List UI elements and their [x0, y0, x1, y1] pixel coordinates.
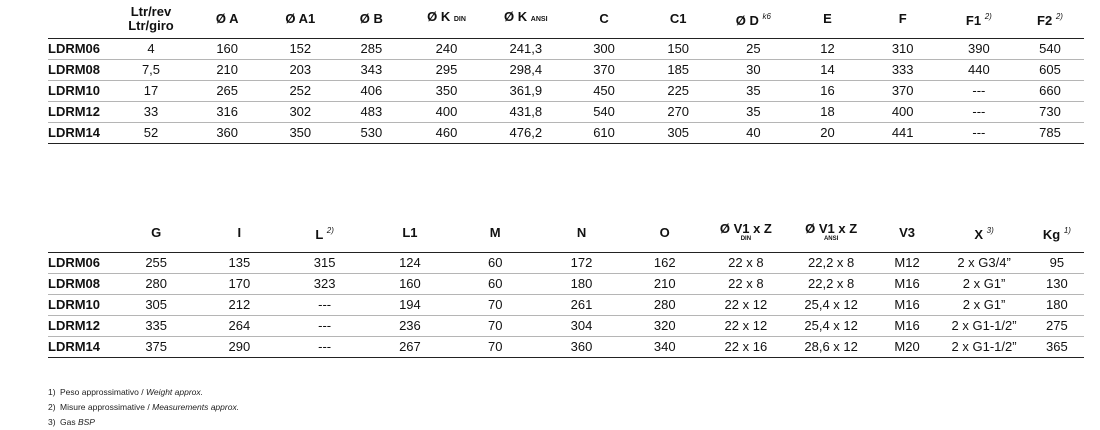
- value-cell: 22 x 16: [705, 336, 786, 357]
- value-cell: ---: [281, 315, 368, 336]
- footnotes: [48, 385, 239, 430]
- value-cell: 22,2 x 8: [786, 273, 875, 294]
- value-cell: 2 x G1”: [938, 294, 1030, 315]
- value-cell: ---: [942, 122, 1016, 143]
- value-cell: 315: [281, 252, 368, 273]
- model-name-cell: LDRM12: [48, 101, 114, 122]
- value-cell: 265: [188, 80, 266, 101]
- value-cell: 441: [864, 122, 942, 143]
- table-row: [48, 336, 1084, 357]
- value-cell: 365: [1030, 336, 1084, 357]
- value-cell: 35: [715, 80, 791, 101]
- value-cell: 298,4: [485, 59, 567, 80]
- value-cell: 255: [115, 252, 198, 273]
- value-cell: 14: [791, 59, 863, 80]
- value-cell: 540: [1016, 38, 1084, 59]
- table-1-header-row: [48, 0, 1084, 38]
- column-header-label: F1: [965, 12, 982, 28]
- model-name-cell: LDRM06: [48, 252, 115, 273]
- value-cell: 2 x G1-1/2”: [938, 315, 1030, 336]
- value-cell: 350: [266, 122, 334, 143]
- value-cell: 730: [1016, 101, 1084, 122]
- column-header: [368, 214, 451, 252]
- value-cell: M16: [876, 273, 938, 294]
- value-cell: 605: [1016, 59, 1084, 80]
- value-cell: 212: [198, 294, 281, 315]
- value-cell: 194: [368, 294, 451, 315]
- value-cell: 450: [567, 80, 641, 101]
- column-header-footnote: 2): [1055, 11, 1063, 21]
- value-cell: 210: [624, 273, 705, 294]
- column-header-label: V3: [899, 224, 916, 240]
- value-cell: 4: [114, 38, 188, 59]
- column-header: [188, 0, 266, 38]
- model-name-cell: LDRM08: [48, 59, 114, 80]
- column-header-label: G: [151, 224, 162, 240]
- model-name-cell: LDRM14: [48, 122, 114, 143]
- value-cell: 180: [539, 273, 624, 294]
- value-cell: 267: [368, 336, 451, 357]
- column-header: [705, 214, 786, 252]
- value-cell: 350: [408, 80, 484, 101]
- footnote: 3) Gas BSP: [48, 417, 95, 427]
- value-cell: 22,2 x 8: [786, 252, 875, 273]
- column-header-label: Ø B: [359, 10, 383, 26]
- value-cell: 390: [942, 38, 1016, 59]
- value-cell: M12: [876, 252, 938, 273]
- value-cell: M16: [876, 294, 938, 315]
- table-row: [48, 252, 1084, 273]
- value-cell: ---: [281, 336, 368, 357]
- value-cell: 70: [452, 294, 539, 315]
- value-cell: 30: [715, 59, 791, 80]
- value-cell: 33: [114, 101, 188, 122]
- value-cell: 333: [864, 59, 942, 80]
- dimensions-table-2: [48, 214, 1084, 358]
- value-cell: 22 x 12: [705, 315, 786, 336]
- column-header-footnote: k6: [762, 11, 771, 21]
- value-cell: 16: [791, 80, 863, 101]
- value-cell: 264: [198, 315, 281, 336]
- value-cell: 370: [864, 80, 942, 101]
- value-cell: 172: [539, 252, 624, 273]
- value-cell: 2 x G1-1/2”: [938, 336, 1030, 357]
- value-cell: 17: [114, 80, 188, 101]
- column-header: [942, 0, 1016, 38]
- value-cell: 275: [1030, 315, 1084, 336]
- column-header-label: Ø V1 x Z: [805, 221, 858, 237]
- value-cell: 135: [198, 252, 281, 273]
- value-cell: 280: [115, 273, 198, 294]
- value-cell: 335: [115, 315, 198, 336]
- value-cell: 162: [624, 252, 705, 273]
- value-cell: 360: [539, 336, 624, 357]
- column-header-label: M: [489, 224, 501, 240]
- column-header-label: I: [237, 224, 242, 240]
- column-header-label: X: [974, 226, 983, 242]
- value-cell: 25,4 x 12: [786, 315, 875, 336]
- value-cell: 540: [567, 101, 641, 122]
- value-cell: 70: [452, 336, 539, 357]
- value-cell: 2 x G1”: [938, 273, 1030, 294]
- value-cell: 22 x 8: [705, 252, 786, 273]
- column-header-footnote: 3): [986, 225, 994, 235]
- column-header-label: F: [898, 10, 907, 26]
- value-cell: 160: [188, 38, 266, 59]
- value-cell: 20: [791, 122, 863, 143]
- table-2-header-row: [48, 214, 1084, 252]
- column-header-label: Ltr/rev: [130, 3, 172, 19]
- value-cell: 225: [641, 80, 715, 101]
- value-cell: 261: [539, 294, 624, 315]
- value-cell: 431,8: [485, 101, 567, 122]
- value-cell: 300: [567, 38, 641, 59]
- value-cell: 60: [452, 273, 539, 294]
- value-cell: 304: [539, 315, 624, 336]
- value-cell: 70: [452, 315, 539, 336]
- value-cell: 60: [452, 252, 539, 273]
- value-cell: 375: [115, 336, 198, 357]
- column-header: [1030, 214, 1084, 252]
- column-header-subscript: ANSI: [530, 16, 548, 24]
- model-name-cell: LDRM12: [48, 315, 115, 336]
- value-cell: ---: [281, 294, 368, 315]
- column-header: [791, 0, 863, 38]
- value-cell: 18: [791, 101, 863, 122]
- value-cell: 295: [408, 59, 484, 80]
- column-header: [864, 0, 942, 38]
- value-cell: 52: [114, 122, 188, 143]
- column-header-standard: ANSI: [823, 236, 839, 243]
- column-header-label: N: [576, 224, 587, 240]
- value-cell: 12: [791, 38, 863, 59]
- value-cell: 210: [188, 59, 266, 80]
- value-cell: 660: [1016, 80, 1084, 101]
- table-row: [48, 122, 1084, 143]
- column-header: [114, 0, 188, 38]
- model-name-cell: LDRM14: [48, 336, 115, 357]
- column-header: [567, 0, 641, 38]
- column-header-label: L1: [402, 224, 418, 240]
- value-cell: 252: [266, 80, 334, 101]
- value-cell: 406: [334, 80, 408, 101]
- column-header-label: Ø V1 x Z: [719, 221, 772, 237]
- value-cell: M20: [876, 336, 938, 357]
- column-header-label: C1: [669, 10, 687, 26]
- value-cell: 400: [864, 101, 942, 122]
- value-cell: 361,9: [485, 80, 567, 101]
- value-cell: 440: [942, 59, 1016, 80]
- column-header: [334, 0, 408, 38]
- column-header: [48, 214, 115, 252]
- value-cell: 236: [368, 315, 451, 336]
- value-cell: 305: [641, 122, 715, 143]
- value-cell: 360: [188, 122, 266, 143]
- value-cell: ---: [942, 80, 1016, 101]
- value-cell: 150: [641, 38, 715, 59]
- column-header-footnote: 1): [1063, 225, 1071, 235]
- value-cell: M16: [876, 315, 938, 336]
- value-cell: 530: [334, 122, 408, 143]
- value-cell: 152: [266, 38, 334, 59]
- column-header: [938, 214, 1030, 252]
- column-header: [624, 214, 705, 252]
- column-header: [786, 214, 875, 252]
- value-cell: 400: [408, 101, 484, 122]
- value-cell: 241,3: [485, 38, 567, 59]
- column-header-label: Ø A: [215, 10, 239, 26]
- column-header-label: Ø K: [504, 9, 528, 25]
- value-cell: 285: [334, 38, 408, 59]
- column-header: [198, 214, 281, 252]
- column-header: [452, 214, 539, 252]
- column-header-standard: DIN: [740, 236, 752, 243]
- value-cell: 185: [641, 59, 715, 80]
- value-cell: 320: [624, 315, 705, 336]
- value-cell: 170: [198, 273, 281, 294]
- table-row: [48, 101, 1084, 122]
- column-header-label: Kg: [1042, 226, 1061, 242]
- column-header-label: L: [315, 226, 324, 242]
- value-cell: 124: [368, 252, 451, 273]
- value-cell: 130: [1030, 273, 1084, 294]
- column-header-label: E: [823, 10, 832, 26]
- value-cell: 2 x G3/4”: [938, 252, 1030, 273]
- column-header: [48, 0, 114, 38]
- column-header: [715, 0, 791, 38]
- column-header-label: Ø D: [735, 12, 759, 28]
- value-cell: 180: [1030, 294, 1084, 315]
- value-cell: 35: [715, 101, 791, 122]
- value-cell: 270: [641, 101, 715, 122]
- dimensions-table-1: [48, 0, 1084, 144]
- value-cell: 310: [864, 38, 942, 59]
- model-name-cell: LDRM10: [48, 80, 114, 101]
- value-cell: 240: [408, 38, 484, 59]
- column-header: [281, 214, 368, 252]
- column-header: [485, 0, 567, 38]
- column-header: [539, 214, 624, 252]
- table-row: [48, 315, 1084, 336]
- value-cell: 22 x 8: [705, 273, 786, 294]
- value-cell: ---: [942, 101, 1016, 122]
- column-header: [408, 0, 484, 38]
- column-header: [115, 214, 198, 252]
- value-cell: 290: [198, 336, 281, 357]
- column-header: [1016, 0, 1084, 38]
- table-row: [48, 273, 1084, 294]
- model-name-cell: LDRM10: [48, 294, 115, 315]
- value-cell: 302: [266, 101, 334, 122]
- value-cell: 203: [266, 59, 334, 80]
- value-cell: 25: [715, 38, 791, 59]
- value-cell: 25,4 x 12: [786, 294, 875, 315]
- value-cell: 160: [368, 273, 451, 294]
- value-cell: 343: [334, 59, 408, 80]
- value-cell: 7,5: [114, 59, 188, 80]
- value-cell: 785: [1016, 122, 1084, 143]
- value-cell: 28,6 x 12: [786, 336, 875, 357]
- column-header-label: C: [599, 10, 609, 26]
- column-header-label: Ø K: [427, 9, 451, 25]
- column-header: [641, 0, 715, 38]
- value-cell: 370: [567, 59, 641, 80]
- table-row: [48, 294, 1084, 315]
- value-cell: 95: [1030, 252, 1084, 273]
- table-row: [48, 38, 1084, 59]
- value-cell: 40: [715, 122, 791, 143]
- column-header-label: O: [659, 224, 670, 240]
- model-name-cell: LDRM08: [48, 273, 115, 294]
- footnote: 1) Peso approssimativo / Weight approx.: [48, 387, 203, 397]
- value-cell: 483: [334, 101, 408, 122]
- value-cell: 340: [624, 336, 705, 357]
- table-row: [48, 59, 1084, 80]
- model-name-cell: LDRM06: [48, 38, 114, 59]
- value-cell: 323: [281, 273, 368, 294]
- value-cell: 476,2: [485, 122, 567, 143]
- value-cell: 460: [408, 122, 484, 143]
- column-header-subscript: DIN: [453, 16, 466, 24]
- column-header-footnote: 2): [326, 225, 334, 235]
- value-cell: 305: [115, 294, 198, 315]
- table-row: [48, 80, 1084, 101]
- column-header-label: Ø A1: [285, 10, 316, 26]
- column-header-label-alt: Ltr/giro: [128, 17, 174, 33]
- value-cell: 316: [188, 101, 266, 122]
- value-cell: 280: [624, 294, 705, 315]
- footnote: 2) Misure approssimative / Measurements approx.: [48, 402, 240, 412]
- value-cell: 610: [567, 122, 641, 143]
- column-header-footnote: 2): [984, 11, 992, 21]
- column-header: [876, 214, 938, 252]
- value-cell: 22 x 12: [705, 294, 786, 315]
- column-header-label: F2: [1037, 12, 1053, 28]
- column-header: [266, 0, 334, 38]
